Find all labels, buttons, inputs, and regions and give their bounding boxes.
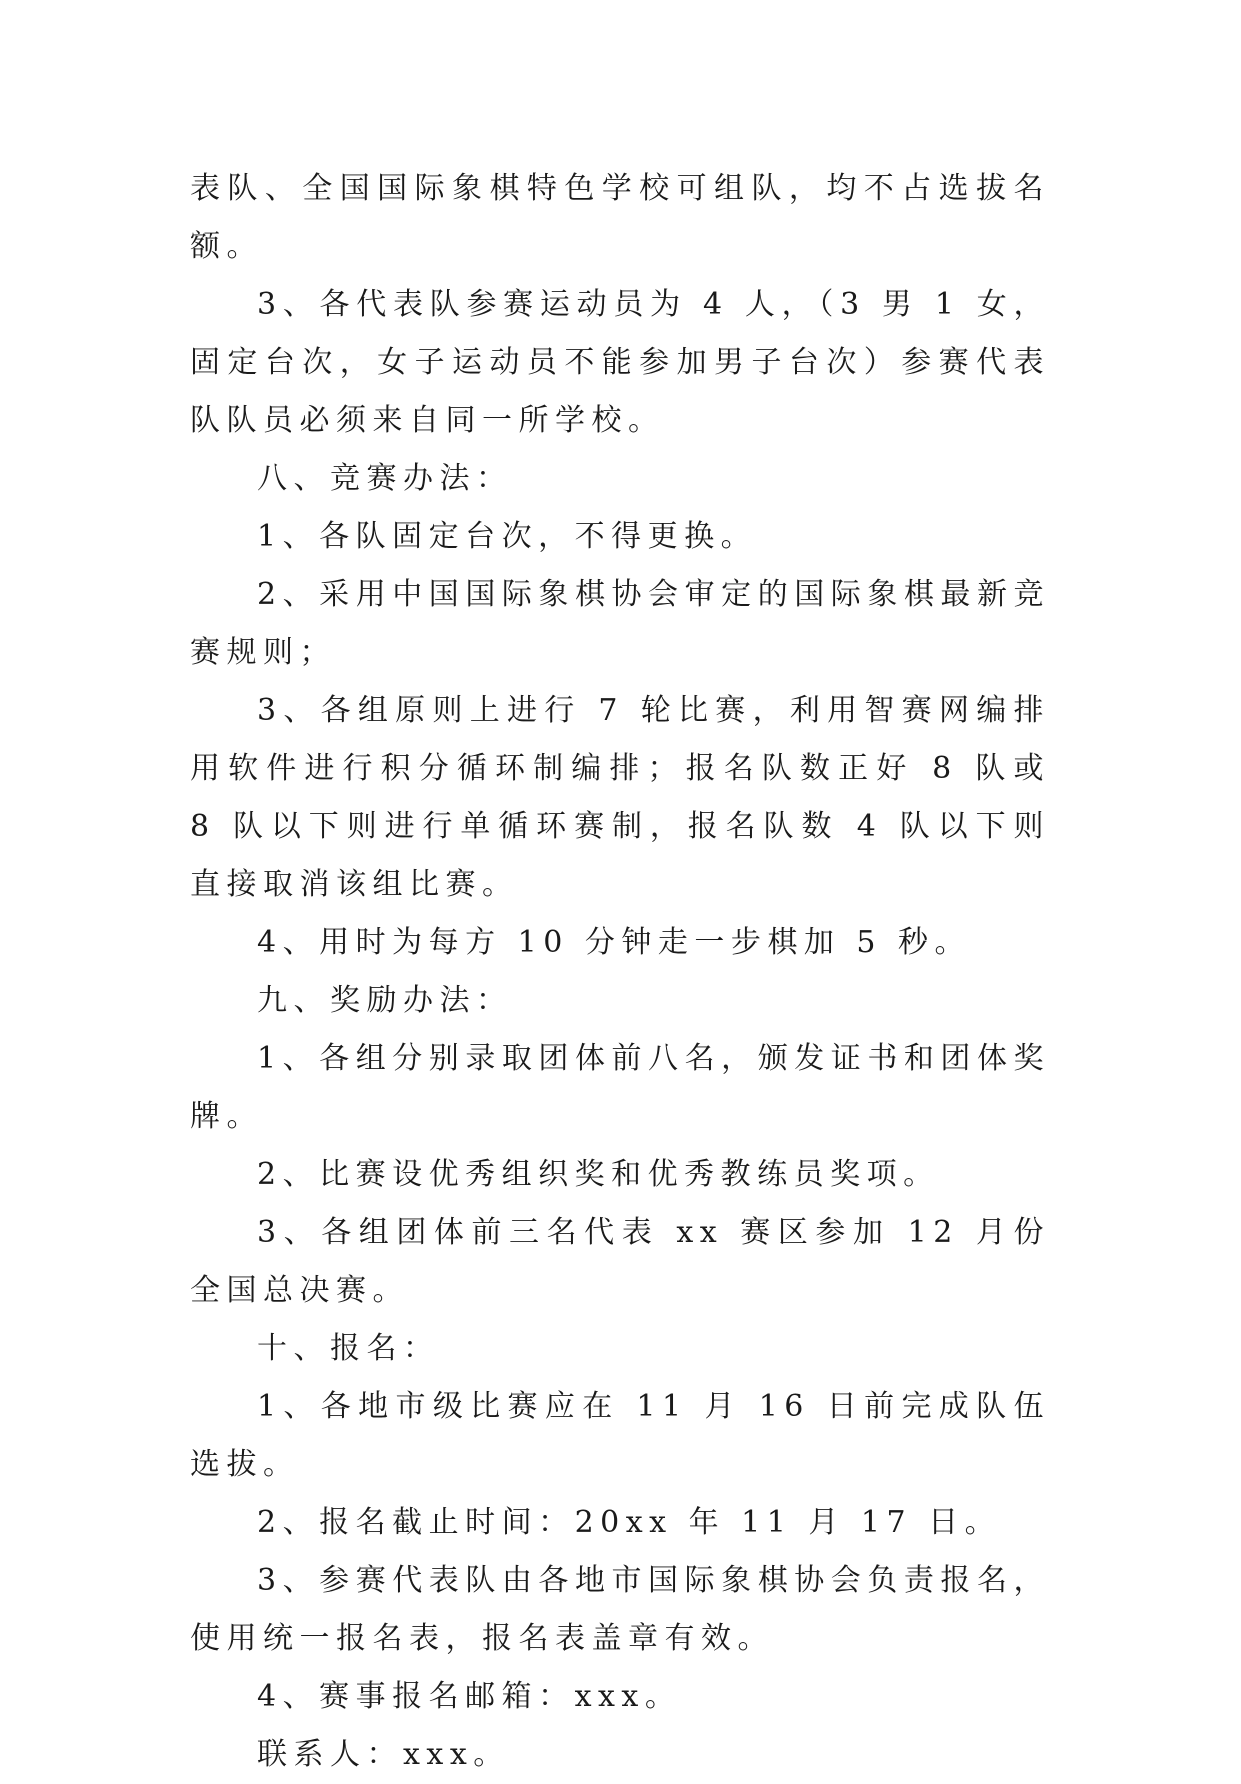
paragraph-selection-deadline: 1、各地市级比赛应在 11 月 16 日前完成队伍选拔。	[190, 1389, 1050, 1482]
paragraph-team-eligibility-continued: 表队、全国国际象棋特色学校可组队，均不占选拔名额。	[190, 171, 1050, 264]
paragraph-team-composition: 3、各代表队参赛运动员为 4 人，（3 男 1 女，固定台次，女子运动员不能参加男子台次）参赛代表队队员必须来自同一所学校。	[190, 287, 1050, 438]
paragraph-award-national-finals: 3、各组团体前三名代表 xx 赛区参加 12 月份全国总决赛。	[190, 1215, 1050, 1308]
paragraph-award-organization-coach: 2、比赛设优秀组织奖和优秀教练员奖项。	[257, 1157, 940, 1192]
paragraph-award-top-eight: 1、各组分别录取团体前八名，颁发证书和团体奖牌。	[190, 1041, 1050, 1134]
section-heading-registration: 十、报名：	[257, 1331, 440, 1366]
section-heading-competition-method: 八、竞赛办法：	[257, 461, 513, 496]
paragraph-rounds-pairing: 3、各组原则上进行 7 轮比赛，利用智赛网编排用软件进行积分循环制编排；报名队数正好 8 队或 8 队以下则进行单循环赛制，报名队数 4 队以下则直接取消该组比赛。	[190, 693, 1050, 902]
paragraph-time-control: 4、用时为每方 10 分钟走一步棋加 5 秒。	[257, 925, 971, 960]
paragraph-rules: 2、采用中国国际象棋协会审定的国际象棋最新竞赛规则；	[190, 577, 1050, 670]
section-heading-awards: 九、奖励办法：	[257, 983, 513, 1018]
paragraph-fixed-boards: 1、各队固定台次，不得更换。	[257, 519, 758, 554]
paragraph-contact-person: 联系人：xxx。	[257, 1737, 510, 1772]
paragraph-registration-deadline: 2、报名截止时间：20xx 年 11 月 17 日。	[257, 1505, 1002, 1540]
document-body	[190, 160, 1050, 1784]
paragraph-registration-email: 4、赛事报名邮箱：xxx。	[257, 1679, 682, 1714]
paragraph-registration-procedure: 3、参赛代表队由各地市国际象棋协会负责报名，使用统一报名表，报名表盖章有效。	[190, 1563, 1050, 1656]
